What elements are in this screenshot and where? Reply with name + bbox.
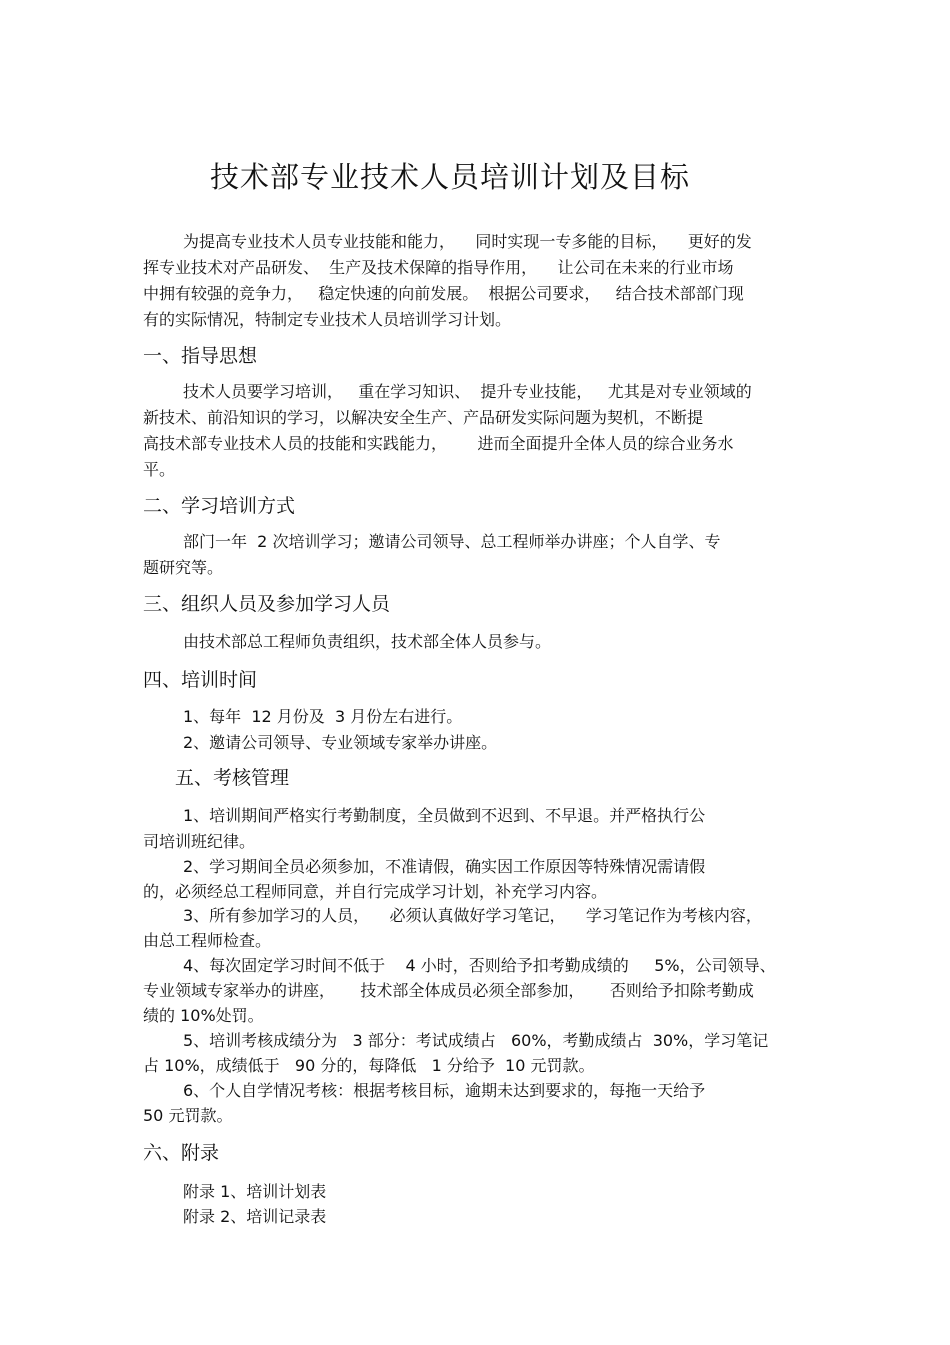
section-heading: 六、附录 <box>143 1142 220 1164</box>
section-line: 50 元罚款。 <box>143 1106 233 1125</box>
section-line: 绩的 10%处罚。 <box>143 1006 264 1025</box>
section-heading: 五、考核管理 <box>175 767 290 789</box>
section-line: 占 10%，成绩低于 90 分的，每降低 1 分给予 10 元罚款。 <box>143 1056 595 1075</box>
section-line: 高技术部专业技术人员的技能和实践能力， 进而全面提升全体人员的综合业务水 <box>143 434 734 453</box>
section-line: 4、每次固定学习时间不低于 4 小时，否则给予扣考勤成绩的 5%，公司领导、 <box>183 956 776 975</box>
appendix-item: 附录 1、培训计划表 <box>183 1182 327 1201</box>
section-line: 专业领域专家举办的讲座， 技术部全体成员必须全部参加， 否则给予扣除考勤成 <box>143 981 754 1000</box>
intro-line: 有的实际情况，特制定专业技术人员培训学习计划。 <box>143 310 512 329</box>
appendix-item: 附录 2、培训记录表 <box>183 1207 327 1226</box>
section-heading: 一、指导思想 <box>143 345 258 367</box>
section-heading: 三、组织人员及参加学习人员 <box>143 593 391 615</box>
intro-line: 为提高专业技术人员专业技能和能力， 同时实现一专多能的目标， 更好的发 <box>183 232 752 251</box>
section-line: 6、个人自学情况考核：根据考核目标，逾期未达到要求的，每拖一天给予 <box>183 1081 706 1100</box>
section-line: 2、邀请公司领导、专业领域专家举办讲座。 <box>183 733 498 752</box>
section-line: 由总工程师检查。 <box>143 931 272 950</box>
section-heading: 四、培训时间 <box>143 669 258 691</box>
section-line: 司培训班纪律。 <box>143 832 256 851</box>
section-line: 2、学习期间全员必须参加，不准请假，确实因工作原因等特殊情况需请假 <box>183 857 706 876</box>
section-line: 由技术部总工程师负责组织，技术部全体人员参与。 <box>183 632 552 651</box>
section-line: 部门一年 2 次培训学习；邀请公司领导、总工程师举办讲座；个人自学、专 <box>183 532 721 551</box>
section-line: 的，必须经总工程师同意，并自行完成学习计划，补充学习内容。 <box>143 882 608 901</box>
section-line: 新技术、前沿知识的学习，以解决安全生产、产品研发实际问题为契机，不断提 <box>143 408 704 427</box>
intro-line: 中拥有较强的竞争力， 稳定快速的向前发展。 根据公司要求， 结合技术部部门现 <box>143 284 744 303</box>
section-line: 1、培训期间严格实行考勤制度，全员做到不迟到、不早退。并严格执行公 <box>183 806 706 825</box>
section-heading: 二、学习培训方式 <box>143 495 296 517</box>
intro-line: 挥专业技术对产品研发、 生产及技术保障的指导作用， 让公司在未来的行业市场 <box>143 258 734 277</box>
document-title: 技术部专业技术人员培训计划及目标 <box>209 160 690 194</box>
section-line: 3、所有参加学习的人员， 必须认真做好学习笔记， 学习笔记作为考核内容， <box>183 906 762 925</box>
section-line: 题研究等。 <box>143 558 224 577</box>
section-line: 1、每年 12 月份及 3 月份左右进行。 <box>183 707 463 726</box>
section-line: 平。 <box>143 460 176 479</box>
section-line: 技术人员要学习培训， 重在学习知识、 提升专业技能， 尤其是对专业领域的 <box>183 382 752 401</box>
section-line: 5、培训考核成绩分为 3 部分：考试成绩占 60%，考勤成绩占 30%，学习笔记 <box>183 1031 769 1050</box>
